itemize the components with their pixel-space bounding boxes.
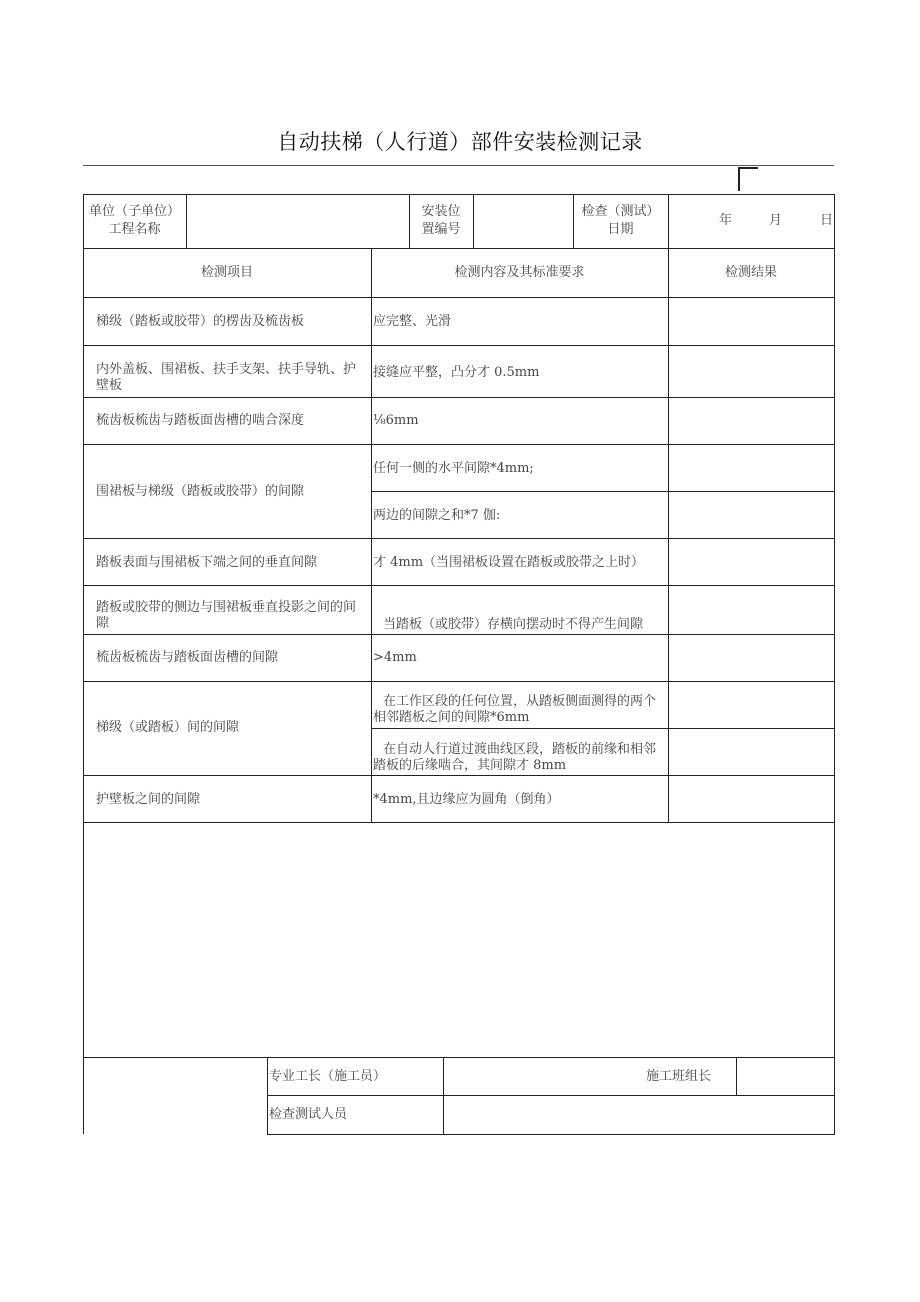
corner-mark [738, 167, 758, 191]
row-requirement: ⅛6mm [373, 413, 419, 428]
row-requirement: 当踏板（或胶带）存横向摆动时不得产生间隙 [383, 617, 644, 632]
column-header-result: 检测结果 [724, 265, 777, 280]
row-item: 梯级（或踏板）间的间隙 [96, 720, 240, 735]
row-item: 梳齿板梳齿与踏板面齿槽的啮合深度 [96, 413, 305, 428]
position-label-line1: 安装位 [421, 204, 461, 219]
inspector-label: 检查测试人员 [269, 1107, 348, 1122]
unit-label-line2: 工程名称 [108, 222, 161, 237]
row-item: 围裙板与梯级（踏板或胶带）的间隙 [96, 484, 305, 499]
date-year-label: 年 [719, 213, 733, 228]
date-label-line1: 检查（测试） [581, 204, 660, 219]
row-requirement: *4mm,且边缘应为圆角（倒角） [373, 792, 560, 807]
column-header-requirement: 检测内容及其标准要求 [454, 265, 585, 280]
row-requirement: 接缝应平整，凸分才 0.5mm [373, 365, 540, 380]
row-requirement-b: 在自动人行道过渡曲线区段，踏板的前缘和相邻踏板的后缘啮合，其间隙才 8mm [373, 742, 657, 773]
row-requirement: 才 4mm（当围裙板设置在踏板或胶带之上时） [373, 555, 645, 570]
unit-label-line1: 单位（子单位） [88, 204, 180, 219]
title-rule [83, 165, 834, 166]
row-requirement-b: 两边的间隙之和*7 伽: [373, 508, 501, 523]
date-day-label: 日 [820, 213, 834, 228]
row-item: 护壁板之间的间隙 [96, 792, 201, 807]
row-item: 梯级（踏板或胶带）的楞齿及梳齿板 [96, 314, 305, 329]
date-month-label: 月 [769, 213, 783, 228]
foreman-label: 专业工长（施工员） [269, 1069, 387, 1084]
row-item: 踏板或胶带的侧边与围裙板垂直投影之间的间隙 [96, 600, 357, 631]
page-title: 自动扶梯（人行道）部件安装检测记录 [277, 130, 643, 154]
column-header-item: 检测项目 [200, 265, 253, 280]
row-requirement-a: 在工作区段的任何位置，从踏板侧面测得的两个相邻踏板之间的间隙*6mm [373, 694, 657, 725]
row-requirement-a: 任何一侧的水平间隙*4mm; [373, 461, 534, 476]
row-item: 梳齿板梳齿与踏板面齿槽的间隙 [96, 650, 279, 665]
row-item: 内外盖板、围裙板、扶手支架、扶手导轨、护壁板 [96, 362, 357, 393]
row-requirement: 应完整、光滑 [373, 314, 452, 329]
row-item: 踏板表面与围裙板下端之间的垂直间隙 [96, 555, 318, 570]
date-label-line2: 日期 [607, 222, 634, 237]
position-label-line2: 置编号 [421, 222, 461, 237]
row-requirement: >4mm [373, 650, 417, 665]
team-leader-label: 施工班组长 [646, 1069, 712, 1084]
